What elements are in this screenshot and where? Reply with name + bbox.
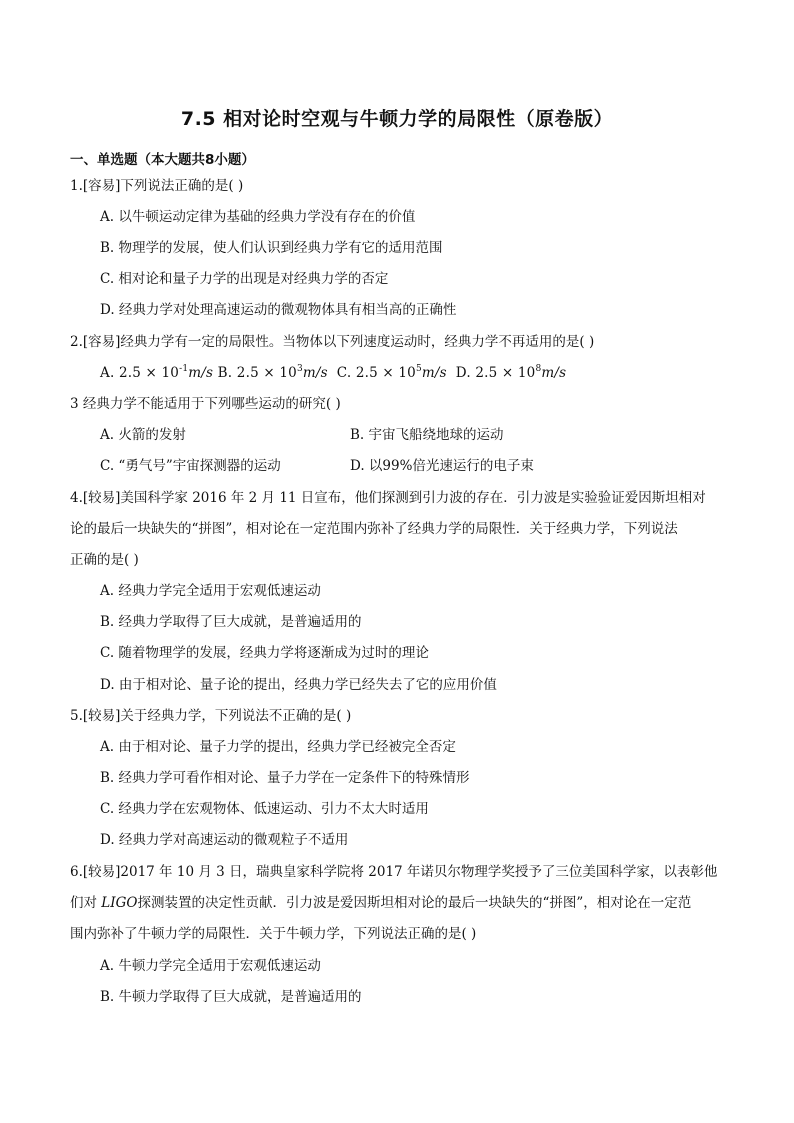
document-title: 7.5 相对论时空观与牛顿力学的局限性（原卷版）	[180, 108, 614, 130]
question-6-stem-line-2: 们对 LIGO探测装置的决定性贡献．引力波是爱因斯坦相对论的最后一块缺失的“拼图”，相对论在一定范	[70, 895, 692, 911]
question-3-stem: 3 经典力学不能适用于下列哪些运动的研究( )	[70, 396, 341, 412]
question-4-option-a: A. 经典力学完全适用于宏观低速运动	[100, 583, 321, 599]
question-5-option-c: C. 经典力学在宏观物体、低速运动、引力不太大时适用	[100, 801, 429, 817]
question-2-option-a: A. $2.5 \times 10^{-1}m/s$	[100, 364, 214, 381]
question-1-option-c: C. 相对论和量子力学的出现是对经典力学的否定	[100, 271, 389, 287]
question-4-stem-line-3: 正确的是( )	[70, 552, 139, 568]
question-1-stem: 1.[容易]下列说法正确的是( )	[70, 178, 244, 194]
question-3-option-c: C. “勇气号”宇宙探测器的运动	[100, 458, 281, 474]
question-3-option-b: B. 宇宙飞船绕地球的运动	[350, 427, 504, 443]
question-2-option-c: C. $2.5 \times 10^5m/s$	[336, 364, 447, 381]
question-2-stem: 2.[容易]经典力学有一定的局限性。当物体以下列速度运动时，经典力学不再适用的是( )	[70, 334, 595, 350]
question-1-option-b: B. 物理学的发展，使人们认识到经典力学有它的适用范围	[100, 240, 443, 256]
question-6-stem-line-1: 6.[较易]2017 年 10 月 3 日，瑞典皇家科学院将 2017 年诺贝尔物理学奖授予了三位美国科学家，以表彰他	[70, 864, 718, 880]
question-5-option-d: D. 经典力学对高速运动的微观粒子不适用	[100, 832, 349, 848]
question-4-option-d: D. 由于相对论、量子论的提出，经典力学已经失去了它的应用价值	[100, 677, 497, 693]
question-1-option-d: D. 经典力学对处理高速运动的微观物体具有相当高的正确性	[100, 302, 457, 318]
section-heading: 一、单选题（本大题共8小题）	[70, 152, 255, 168]
question-6-option-b: B. 牛顿力学取得了巨大成就，是普遍适用的	[100, 989, 362, 1005]
question-5-option-b: B. 经典力学可看作相对论、量子力学在一定条件下的特殊情形	[100, 770, 470, 786]
question-2-option-b: B. $2.5 \times 10^3m/s$	[217, 364, 328, 381]
question-6-stem-line-3: 围内弥补了牛顿力学的局限性．关于牛顿力学，下列说法正确的是( )	[70, 926, 477, 942]
question-3-option-d: D. 以99%倍光速运行的电子束	[350, 458, 534, 474]
question-4-stem-line-2: 论的最后一块缺失的“拼图”，相对论在一定范围内弥补了经典力学的局限性．关于经典力学，下列说法	[70, 521, 678, 537]
question-4-option-b: B. 经典力学取得了巨大成就，是普遍适用的	[100, 614, 362, 630]
question-6-option-a: A. 牛顿力学完全适用于宏观低速运动	[100, 958, 321, 974]
question-5-stem: 5.[较易]关于经典力学，下列说法不正确的是( )	[70, 708, 352, 724]
question-3-option-a: A. 火箭的发射	[100, 427, 186, 443]
question-2-options	[100, 364, 566, 382]
question-2-option-d: D. $2.5 \times 10^8m/s$	[455, 364, 567, 381]
question-1-option-a: A. 以牛顿运动定律为基础的经典力学没有存在的价值	[100, 209, 416, 225]
question-5-option-a: A. 由于相对论、量子力学的提出，经典力学已经被完全否定	[100, 739, 456, 755]
question-4-option-c: C. 随着物理学的发展，经典力学将逐渐成为过时的理论	[100, 645, 429, 661]
question-4-stem-line-1: 4.[较易]美国科学家 2016 年 2 月 11 日宣布，他们探测到引力波的存在．引力波是实验验证爱因斯坦相对	[70, 490, 706, 506]
